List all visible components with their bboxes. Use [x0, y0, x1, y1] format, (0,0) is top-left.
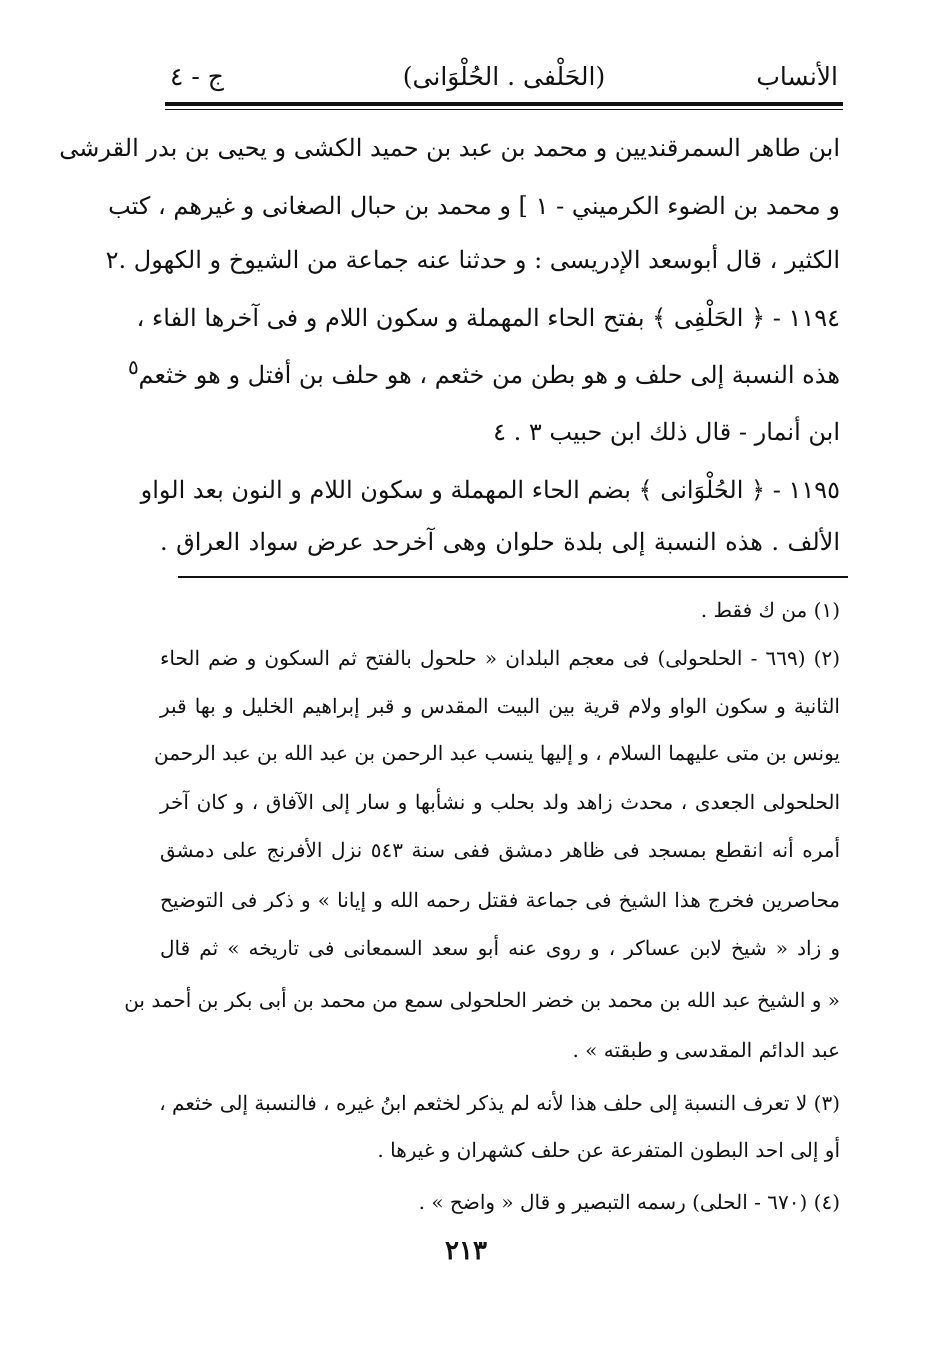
text-line: الكثير ، قال أبوسعد الإدريسى : و حدثنا عنه جماعة من الشيوخ و الكهول .٢	[105, 246, 840, 274]
header-volume: ج - ٤	[170, 62, 224, 91]
text-line: و محمد بن الضوء الكرميني - ١ ] و محمد بن حبال الصغانى و غيرهم ، كتب	[108, 192, 840, 220]
footnote-line: الثانية و سكون الواو ولام قرية بين البيت المقدس و قبر إبراهيم الخليل و بها قبر	[160, 694, 840, 718]
line-number-marker: ٥	[128, 355, 139, 379]
entry-heading-1195: ١١٩٥ - ﴿ الحُلْوَانى ﴾ بضم الحاء المهملة و سكون اللام و النون بعد الواو	[140, 476, 840, 504]
text-line: ابن أنمار - قال ذلك ابن حبيب ٣ . ٤	[493, 418, 840, 446]
footnote-line: محاصرين فخرج هذا الشيخ فى جماعة فقتل رحمه الله و إيانا » و ذكر فى التوضيح	[160, 888, 840, 912]
footnote-4: (٤) (٦٧٠ - الحلى) رسمه التبصير و قال « واضح » .	[418, 1190, 840, 1214]
footnote-line: أو إلى احد البطون المتفرعة عن حلف كشهران و غيرها .	[377, 1138, 840, 1162]
page-number: ٢١٣	[445, 1236, 487, 1266]
running-header	[170, 62, 838, 96]
footnote-line: و زاد « شيخ لابن عساكر ، و روى عنه أبو سعد السمعانى فى تاريخه » ثم قال	[160, 936, 840, 960]
header-rule	[165, 102, 843, 106]
footnote-2: (٢) (٦٦٩ - الحلحولى) فى معجم البلدان « حلحول بالفتح ثم السكون و ضم الحاء	[160, 646, 840, 670]
footnote-line: الحلحولى الجعدى ، محدث زاهد ولد بحلب و نشأبها و سار إلى الآفاق ، و كان آخر	[160, 790, 840, 814]
footnote-line: عبد الدائم المقدسى و طبقته » .	[572, 1038, 840, 1062]
entry-heading-1194: ١١٩٤ - ﴿ الحَلْفِى ﴾ بفتح الحاء المهملة و سكون اللام و فى آخرها الفاء ،	[136, 304, 840, 332]
footnote-separator	[178, 576, 848, 578]
header-entry-range: (الحَلْفى . الحُلْوَانى)	[402, 62, 606, 91]
footnote-3: (٣) لا تعرف النسبة إلى حلف هذا لأنه لم يذكر لخثعم ابنُ غيره ، فالنسبة إلى خثعم ،	[159, 1091, 840, 1115]
text-line: ابن طاهر السمرقنديين و محمد بن عبد بن حميد الكشى و يحيى بن بدر القرشى	[59, 134, 840, 162]
footnote-line: أمره أنه انقطع بمسجد فى ظاهر دمشق ففى سنة ٥٤٣ نزل الأفرنج على دمشق	[160, 838, 840, 862]
text-line: الألف . هذه النسبة إلى بلدة حلوان وهى آخرحد عرض سواد العراق .	[160, 528, 840, 556]
header-rule-thin	[165, 109, 843, 110]
footnote-1: (١) من ك فقط .	[700, 598, 840, 622]
footnote-line: « و الشيخ عبد الله بن محمد بن خضر الحلحولى سمع من محمد بن أبى بكر بن أحمد بن	[124, 988, 840, 1012]
text-line: هذه النسبة إلى حلف و هو بطن من خثعم ، هو حلف بن أفتل و هو خثعم	[138, 361, 840, 389]
header-book-title: الأنساب	[756, 62, 838, 91]
footnote-line: يونس بن متى عليهما السلام ، و إليها ينسب عبد الرحمن بن عبد الله بن عبد الرحمن	[153, 741, 840, 765]
